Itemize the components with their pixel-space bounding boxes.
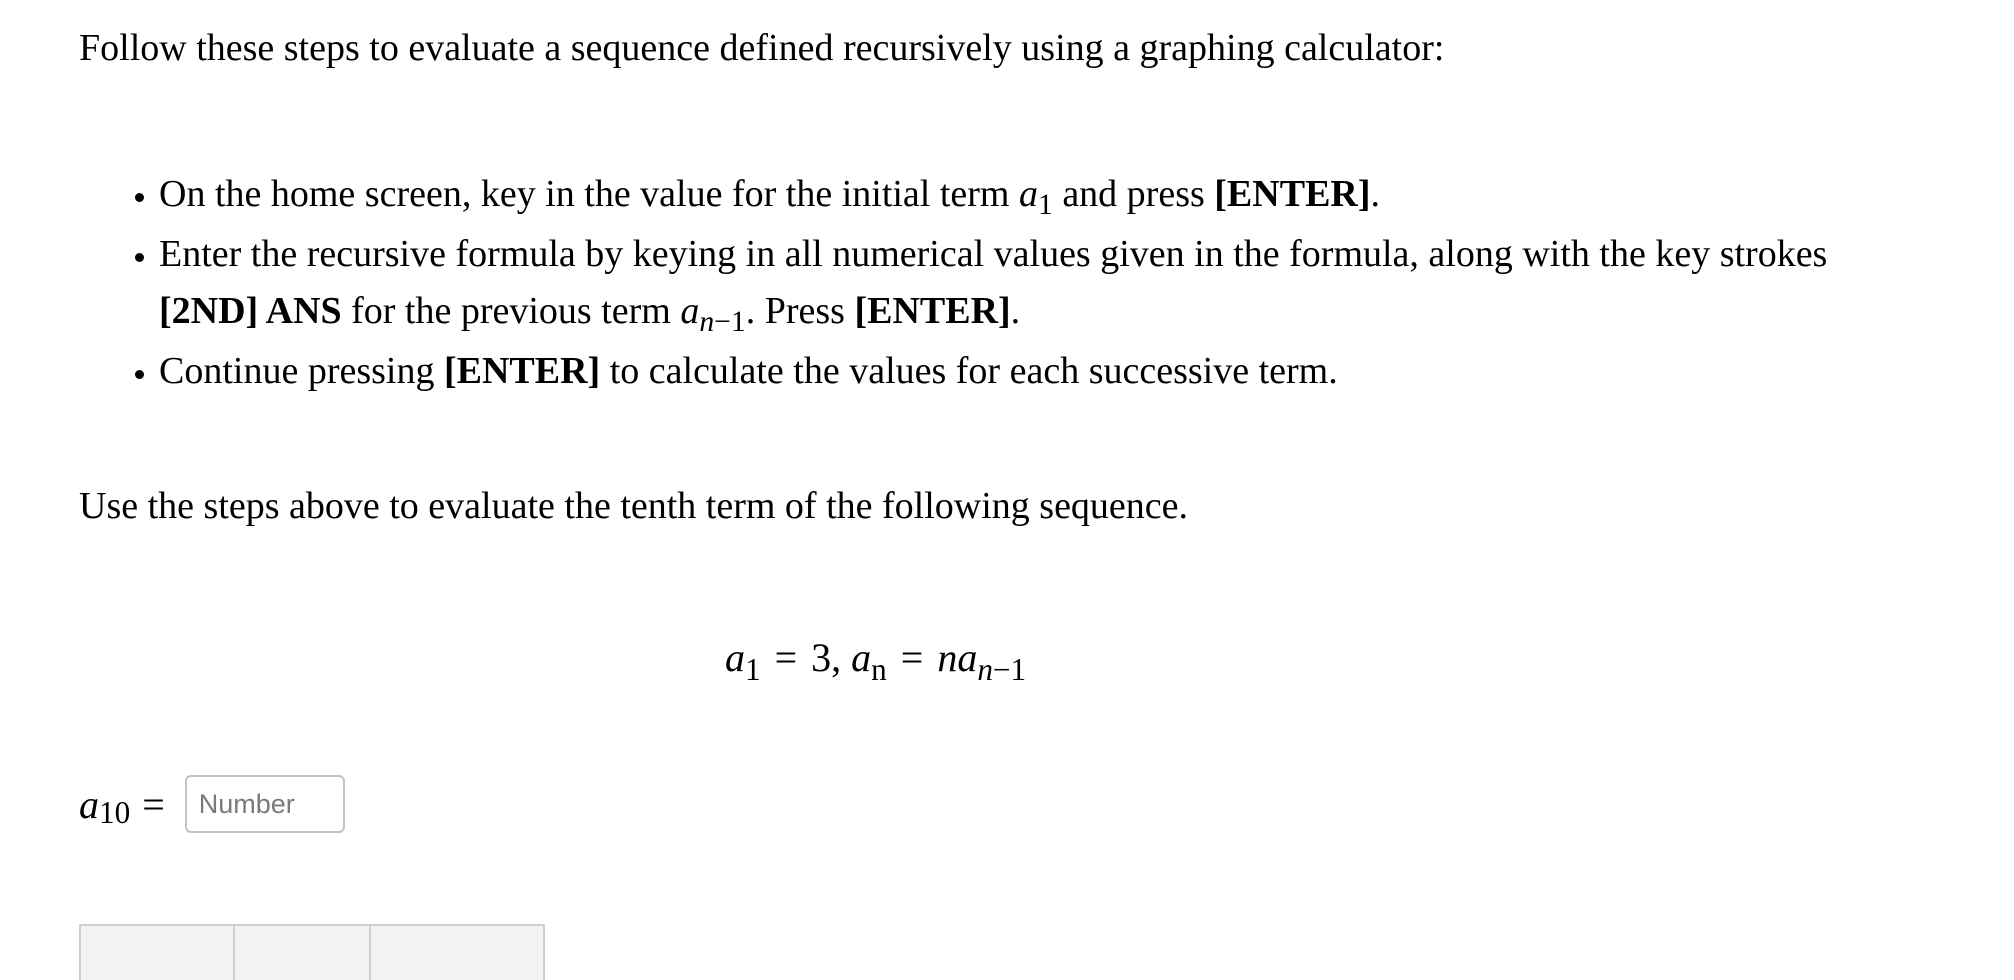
math-subscript-variable: n bbox=[699, 306, 715, 339]
step-text: for the previous term bbox=[341, 290, 681, 332]
math-subscript-variable: n bbox=[977, 651, 993, 687]
toolbar-button[interactable] bbox=[371, 926, 543, 980]
step-text: On the home screen, key in the value for the initial term bbox=[159, 173, 1019, 215]
step-text: and press bbox=[1052, 173, 1215, 215]
math-variable: n bbox=[937, 635, 958, 680]
key-label: [2ND] ANS bbox=[159, 290, 342, 332]
key-label: [ENTER] bbox=[443, 350, 601, 392]
step-text: Enter the recursive formula by keying in all numerical values given in the formula, along with the key strokes bbox=[159, 233, 1828, 275]
toolbar-button[interactable] bbox=[81, 926, 235, 980]
math-subscript: n bbox=[871, 651, 887, 687]
steps-list bbox=[79, 166, 1879, 400]
intro-text: Follow these steps to evaluate a sequence defined recursively using a graphing calculator: bbox=[79, 27, 1445, 69]
step-text: Continue pressing bbox=[159, 350, 444, 392]
sequence-formula bbox=[725, 632, 1026, 687]
math-variable: a bbox=[851, 635, 872, 680]
step-text: to calculate the values for each successive term. bbox=[600, 350, 1338, 392]
math-variable: a bbox=[725, 635, 745, 680]
answer-variable: a bbox=[79, 781, 99, 827]
answer-number-input[interactable] bbox=[185, 775, 345, 833]
key-label: [ENTER] bbox=[1214, 173, 1371, 215]
step-text: . bbox=[1370, 173, 1381, 215]
math-subscript bbox=[699, 306, 745, 338]
math-subscript bbox=[977, 652, 1026, 687]
step-text: . Press bbox=[745, 290, 855, 332]
math-variable: a bbox=[680, 290, 700, 332]
math-variable: a bbox=[957, 635, 978, 680]
toolbar-button[interactable] bbox=[235, 926, 371, 980]
step-item bbox=[159, 166, 1879, 226]
math-equals: = bbox=[774, 635, 798, 680]
math-toolbar bbox=[79, 924, 545, 980]
math-variable: a bbox=[1019, 173, 1038, 215]
step-item bbox=[159, 343, 1879, 400]
math-equals: = bbox=[900, 635, 924, 680]
math-subscript: 1 bbox=[1038, 189, 1053, 222]
initial-value: 3, bbox=[811, 635, 842, 680]
answer-row bbox=[79, 774, 345, 834]
key-label: [ENTER] bbox=[854, 290, 1011, 332]
answer-subscript: 10 bbox=[99, 794, 131, 830]
math-subscript: 1 bbox=[745, 651, 761, 687]
math-subscript-rest: −1 bbox=[714, 306, 746, 339]
step-text: . bbox=[1010, 290, 1021, 332]
answer-equals: = bbox=[142, 781, 165, 827]
instruction-text: Use the steps above to evaluate the tenth term of the following sequence. bbox=[79, 485, 1189, 527]
math-subscript-rest: −1 bbox=[992, 651, 1027, 687]
step-item bbox=[159, 226, 1879, 343]
